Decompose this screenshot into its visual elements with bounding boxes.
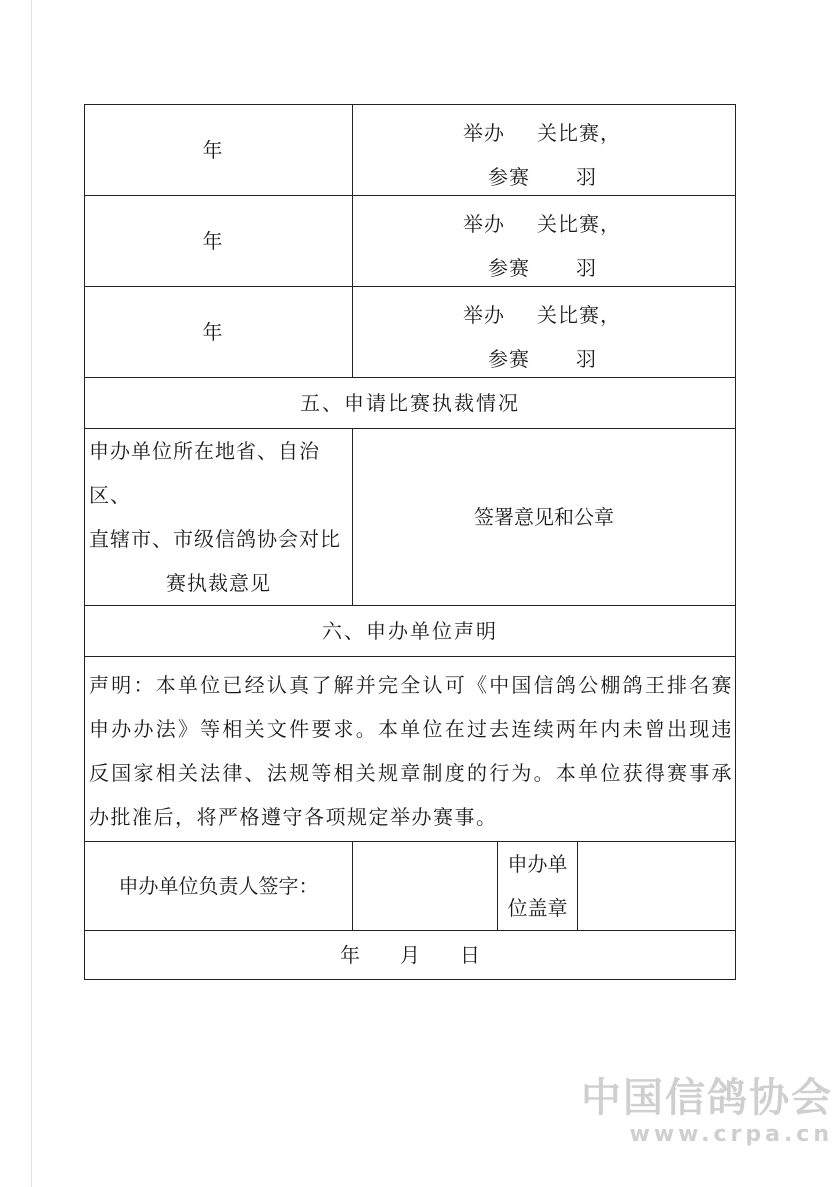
- opinion-label-line: 申办单位所在地省、自治区、: [89, 439, 320, 507]
- event-cell: [353, 287, 736, 378]
- opinion-label-line: 赛执裁意见: [166, 571, 271, 595]
- history-row: [85, 105, 736, 196]
- signature-field[interactable]: [353, 842, 498, 931]
- opinion-row: [85, 429, 736, 606]
- event-birds-label: 羽: [576, 256, 597, 280]
- event-entries-label: 参赛: [488, 165, 530, 189]
- opinion-value-cell: 签署意见和公章: [353, 429, 736, 606]
- history-row: [85, 196, 736, 287]
- signature-label: 申办单位负责人签字：: [85, 842, 353, 931]
- year-cell: 年: [85, 287, 353, 378]
- event-cell: [353, 105, 736, 196]
- watermark: [581, 1075, 833, 1149]
- date-day-label: 日: [460, 943, 480, 967]
- event-held-label: 举办: [463, 212, 505, 236]
- event-held-label: 举办: [463, 121, 505, 145]
- year-cell: 年: [85, 105, 353, 196]
- opinion-label-cell: [85, 429, 353, 606]
- application-form-table: [84, 104, 736, 980]
- event-cell: [353, 196, 736, 287]
- section6-title: 六、申办单位声明: [85, 606, 736, 657]
- event-birds-label: 羽: [576, 165, 597, 189]
- watermark-title: 中国信鸽协会: [581, 1075, 833, 1121]
- watermark-url: www.crpa.cn: [629, 1122, 833, 1147]
- stamp-label-cell: [498, 842, 578, 931]
- section-header-row: [85, 378, 736, 429]
- statement-text: 声明：本单位已经认真了解并完全认可《中国信鸽公棚鸽王排名赛申办办法》等相关文件要求。本单位在过去连续两年内未曾出现违反国家相关法律、法规等相关规章制度的行为。本单位获得赛事承办批准后，将严格遵守各项规定举办赛事。: [85, 657, 736, 842]
- event-entries-label: 参赛: [488, 347, 530, 371]
- date-year-label: 年: [340, 943, 360, 967]
- event-races-label: 关比赛，: [537, 303, 621, 327]
- stamp-label-line: 申办单: [507, 852, 568, 876]
- opinion-label-line: 直辖市、市级信鸽协会对比: [89, 527, 341, 551]
- event-races-label: 关比赛，: [537, 212, 621, 236]
- date-cell: [85, 931, 736, 980]
- section5-title: 五、申请比赛执裁情况: [85, 378, 736, 429]
- stamp-label-line: 位盖章: [507, 896, 568, 920]
- event-races-label: 关比赛，: [537, 121, 621, 145]
- event-birds-label: 羽: [576, 347, 597, 371]
- stamp-field[interactable]: [578, 842, 736, 931]
- year-cell: 年: [85, 196, 353, 287]
- event-entries-label: 参赛: [488, 256, 530, 280]
- date-row: [85, 931, 736, 980]
- scan-edge-line: [31, 0, 32, 1187]
- statement-row: [85, 657, 736, 842]
- event-held-label: 举办: [463, 303, 505, 327]
- history-row: [85, 287, 736, 378]
- section-header-row: [85, 606, 736, 657]
- signature-row: [85, 842, 736, 931]
- date-month-label: 月: [400, 943, 420, 967]
